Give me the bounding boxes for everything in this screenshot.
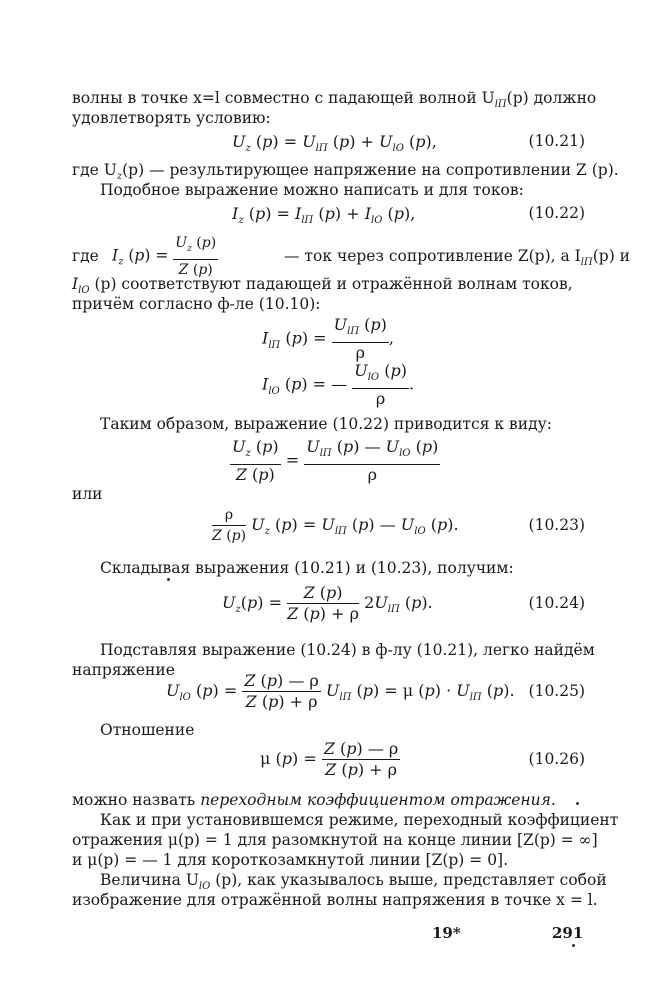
text-line: напряжение xyxy=(72,661,175,679)
equation-ratio: $\frac{U_z (p)}{Z (p)}$ = $\frac{U_{lП} (p) — U_{lO} (p)}{\rho}$ xyxy=(232,437,439,485)
text-line: удовлетворять условию: xyxy=(72,109,271,127)
equation-current-reflected: $I_{lO}$ (p) = — $\frac{U_{lO} (p)}{\rho}$ . xyxy=(262,361,415,409)
text-line: Отношение xyxy=(100,721,195,739)
text-line: Складывая выражения (10.21) и (10.23), получим: xyxy=(100,559,514,577)
equation-10-23: $\frac{\rho}{Z (p)}$ $U_z$ $(p) = U_{lП}$ (p) — $U_{lO}$ (p). (10.23) xyxy=(212,507,585,544)
text-line: или xyxy=(72,485,103,503)
print-speck xyxy=(576,802,579,805)
print-speck xyxy=(572,944,575,947)
equation-10-25: $U_{lO}$ (p) = $\frac{Z (p) — \rho}{Z (p) + \rho}$ $U_{lП}$ (p) = μ $(p) \cdot U_{lП}$ (p). (10.25) xyxy=(166,671,585,711)
text-line: Как и при установившемся режиме, переходный коэффициент xyxy=(100,811,619,829)
equation-number: (10.25) xyxy=(528,682,585,700)
text-line: Подобное выражение можно написать и для токов: xyxy=(100,181,524,199)
text-line: $I_{lO}$ (p) соответствуют падающей и отражённой волнам токов, xyxy=(72,275,573,297)
equation-number: (10.23) xyxy=(528,516,585,534)
equation-number: (10.26) xyxy=(528,750,585,768)
page-number: 291 xyxy=(552,924,584,942)
text-line: отражения μ(p) = 1 для разомкнутой на конце линии [Z(p) = ∞] xyxy=(72,831,598,849)
text-line: где $U_z(p)$ — результирующее напряжение на сопротивлении Z (p). xyxy=(72,161,619,183)
signature-mark: 19* xyxy=(432,924,461,942)
equation-10-22: $I_z$ $(p) = I_{lП}$ $(p) + I_{lO}$ (p), (10.22) xyxy=(232,204,585,227)
equation-number: (10.21) xyxy=(528,132,585,150)
equation-number: (10.22) xyxy=(528,204,585,222)
equation-10-24: $U_z(p)$ = $\frac{Z (p)}{Z (p) + \rho}$ $2U_{lП}$ (p). (10.24) xyxy=(222,583,585,623)
equation-current-incident: $I_{lП}$ (p) = $\frac{U_{lП} (p)}{\rho}$ , xyxy=(262,315,395,363)
text-line: Таким образом, выражение (10.22) приводится к виду: xyxy=(100,415,552,433)
text-line: Величина $U_{lO}$ (p), как указывалось выше, представляет собой xyxy=(100,871,607,893)
print-speck xyxy=(167,578,170,581)
text-line: и μ(p) = — 1 для короткозамкнутой линии [Z(p) = 0]. xyxy=(72,851,509,869)
equation-number: (10.24) xyxy=(528,594,585,612)
text-line: можно назвать переходным коэффициентом отражения. xyxy=(72,791,556,809)
text-line: изображение для отражённой волны напряжения в точке x = l. xyxy=(72,891,598,909)
equation-10-26: μ (p) = $\frac{Z (p) — \rho}{Z (p) + \rho}$ (10.26) xyxy=(260,739,585,779)
text-line: Подставляя выражение (10.24) в ф-лу (10.21), легко найдём xyxy=(100,641,595,659)
text-line: где $I_z$ (p) = $\frac{U_z (p)}{Z (p)}$ — ток через сопротивление Z(p), а $I_{lП}(p)$ и xyxy=(72,235,630,278)
equation-10-21: $U_z$ $(p) = U_{lП}$ $(p) + U_{lO}$ (p), (10.21) xyxy=(232,132,585,155)
text-line: причём согласно ф-ле (10.10): xyxy=(72,295,321,313)
text-line: волны в точке x=l совместно с падающей волной $U_{lП}(p)$ должно xyxy=(72,89,597,111)
